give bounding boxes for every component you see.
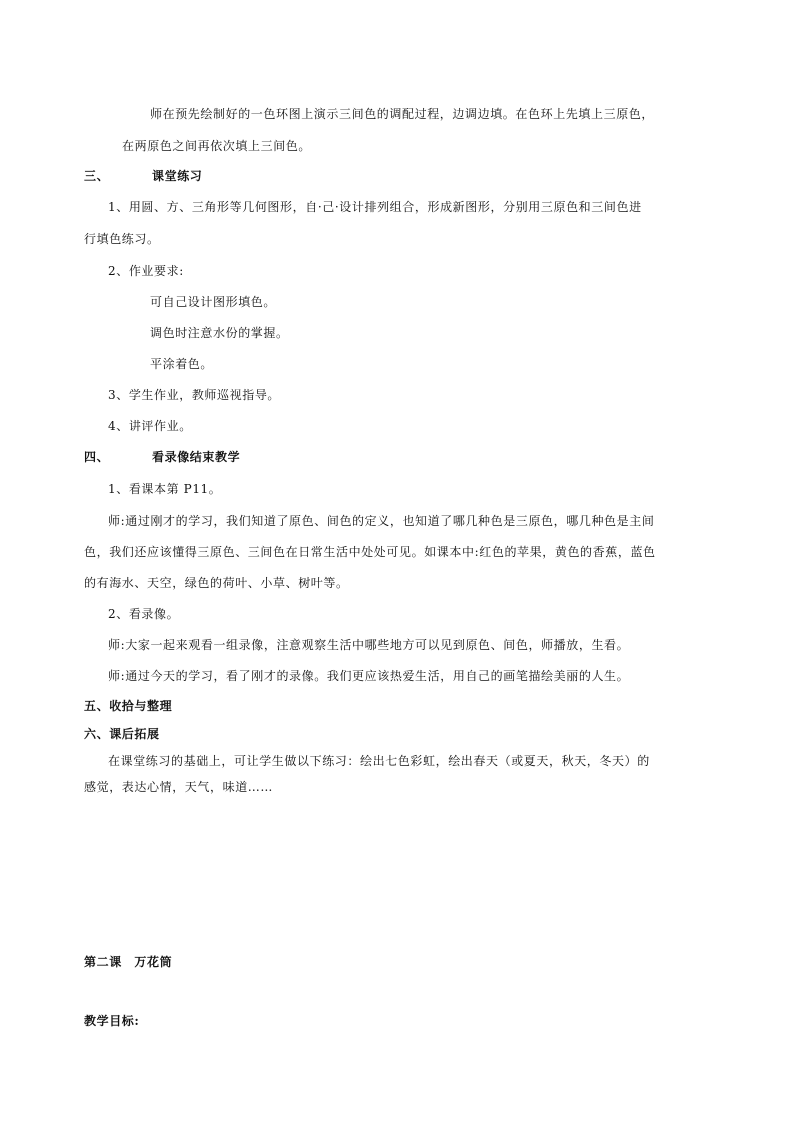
section-title: 课堂练习	[152, 169, 203, 183]
teaching-goals-heading: 教学目标:	[84, 1014, 140, 1028]
section-number: 四、	[84, 450, 110, 464]
teacher-remark-1-line2: 色，我们还应该懂得三原色、三间色在日常生活中处处可见。如课本中:红色的苹果，黄色的香蕉，蓝色	[84, 545, 656, 559]
teacher-remark-3: 师:通过今天的学习，看了刚才的录像。我们更应该热爱生活，用自己的画笔描绘美丽的人生。	[108, 669, 630, 683]
paragraph-demo-line2: 在两原色之间再依次填上三间色。	[122, 139, 312, 153]
section-title: 看录像结束教学	[152, 450, 241, 464]
section-3-heading	[84, 168, 202, 184]
section-6-heading: 六、课后拓展	[84, 727, 160, 741]
exercise-1-line1: 1、用圆、方、三角形等几何图形，自·己·设计排列组合，形成新图形，分别用三原色和三间色进	[108, 200, 642, 214]
teacher-remark-2: 师:大家一起来观看一组录像，注意观察生活中哪些地方可以见到原色、间色，师播放，生看。	[108, 638, 630, 652]
video-step-2: 2、看录像。	[108, 607, 180, 621]
requirement-3: 平涂着色。	[150, 357, 214, 371]
requirement-1: 可自己设计图形填色。	[150, 295, 277, 309]
exercise-4: 4、讲评作业。	[108, 419, 192, 433]
exercise-3: 3、学生作业，教师巡视指导。	[108, 388, 281, 402]
extension-line1: 在课堂练习的基础上，可让学生做以下练习：绘出七色彩虹，绘出春天（或夏天，秋天，冬天）的	[108, 754, 650, 768]
extension-line2: 感觉，表达心情，天气，味道……	[84, 780, 274, 794]
video-step-1: 1、看课本第 P11。	[108, 482, 222, 496]
section-4-heading	[84, 449, 240, 465]
requirement-2: 调色时注意水份的掌握。	[150, 326, 289, 340]
teacher-remark-1-line3: 的有海水、天空，绿色的荷叶、小草、树叶等。	[84, 576, 349, 590]
teacher-remark-1-line1: 师:通过刚才的学习，我们知道了原色、间色的定义，也知道了哪几种色是三原色，哪几种色是主间	[108, 514, 655, 528]
section-number: 三、	[84, 169, 110, 183]
lesson-2-title: 第二课 万花筒	[84, 955, 173, 969]
paragraph-demo-line1: 师在预先绘制好的一色环图上演示三间色的调配过程，边调边填。在色环上先填上三原色，	[150, 107, 655, 121]
exercise-2: 2、作业要求:	[108, 264, 184, 278]
exercise-1-line2: 行填色练习。	[84, 232, 160, 246]
section-5-heading: 五、收拾与整理	[84, 699, 173, 713]
